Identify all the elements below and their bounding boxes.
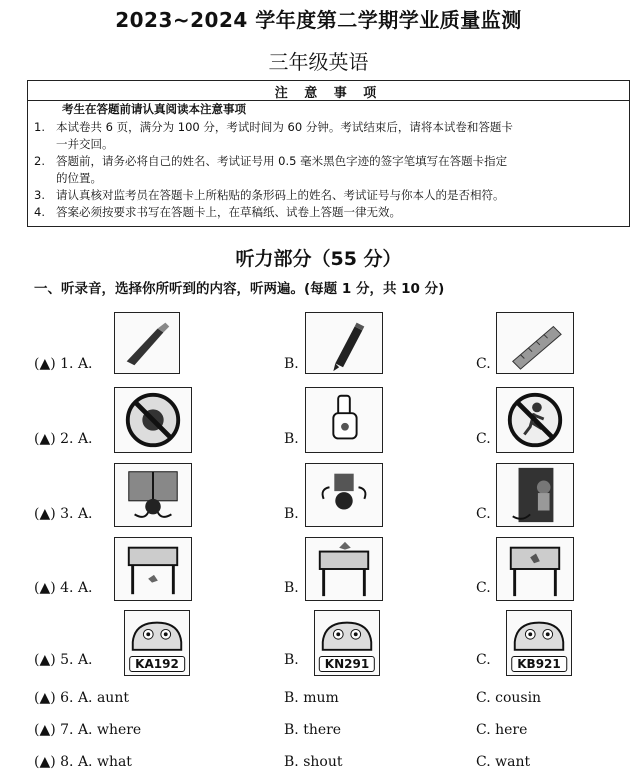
bird-in-desk-icon: [496, 537, 574, 601]
ruler-icon: [496, 312, 574, 374]
question-1-option-b: B.: [284, 356, 299, 372]
question-2-option-b: B.: [284, 431, 299, 447]
question-4-label: (▲) 4. A.: [34, 580, 93, 596]
question-5-option-c: C.: [476, 652, 491, 668]
open-window-icon: [114, 463, 192, 527]
question-7-option-c: C. here: [476, 722, 528, 738]
notice-heading: 注 意 事 项: [274, 86, 383, 101]
notice-box: [27, 80, 630, 227]
question-4-option-c: C.: [476, 580, 491, 596]
question-6-label: (▲) 6. A. aunt: [34, 690, 129, 706]
bird-under-desk-icon: [114, 537, 192, 601]
notice-item-1-cont: 一并交回。: [56, 137, 114, 151]
notice-item-4: 4. 答案必须按要求书写在答题卡上，在草稿纸、试卷上答题一律无效。: [34, 205, 401, 219]
question-6-option-c: C. cousin: [476, 690, 542, 706]
question-6-option-b: B. mum: [284, 690, 339, 706]
question-8-label: (▲) 8. A. what: [34, 754, 132, 770]
license-plate-b: KN291: [319, 656, 375, 672]
question-3-option-b: B.: [284, 506, 299, 522]
question-1-option-c: C.: [476, 356, 491, 372]
question-3-label: (▲) 3. A.: [34, 506, 93, 522]
question-5-option-b: B.: [284, 652, 299, 668]
question-5-label: (▲) 5. A.: [34, 652, 93, 668]
car-icon: [124, 610, 190, 676]
knife-icon: [114, 312, 180, 374]
car-icon: [506, 610, 572, 676]
notice-item-2-cont: 的位置。: [56, 171, 102, 185]
question-7-label: (▲) 7. A. where: [34, 722, 142, 738]
point-up-hand-icon: [305, 387, 383, 453]
question-8-option-b: B. shout: [284, 754, 343, 770]
license-plate-a: KA192: [129, 656, 185, 672]
question-3-option-c: C.: [476, 506, 491, 522]
question-2-label: (▲) 2. A.: [34, 431, 93, 447]
question-4-option-b: B.: [284, 580, 299, 596]
exam-title: 2023~2024 学年度第二学期学业质量监测: [115, 8, 522, 32]
notice-lead: 考生在答题前请认真阅读本注意事项: [62, 102, 246, 116]
question-7-option-b: B. there: [284, 722, 342, 738]
pen-icon: [305, 312, 383, 374]
exam-subtitle: 三年级英语: [268, 50, 369, 74]
notice-item-3: 3. 请认真核对监考员在答题卡上所粘贴的条形码上的姓名、考试证号与你本人的是否相符。: [34, 188, 505, 202]
question-1-label: (▲) 1. A.: [34, 356, 93, 372]
section-instruction: 一、听录音，选择你所听到的内容，听两遍。(每题 1 分，共 10 分): [34, 281, 445, 297]
section-title: 听力部分（55 分）: [235, 248, 402, 270]
no-running-icon: [496, 387, 574, 453]
turn-around-icon: [305, 463, 383, 527]
notice-item-2: 2. 答题前，请务必将自己的姓名、考试证号用 0.5 毫米黑色字迹的签字笔填写在答题卡指定: [34, 154, 508, 168]
no-shouting-icon: [114, 387, 192, 453]
question-2-option-c: C.: [476, 431, 491, 447]
car-icon: [314, 610, 380, 676]
license-plate-c: KB921: [511, 656, 567, 672]
open-door-icon: [496, 463, 574, 527]
bird-on-desk-icon: [305, 537, 383, 601]
question-8-option-c: C. want: [476, 754, 531, 770]
notice-item-1: 1. 本试卷共 6 页，满分为 100 分，考试时间为 60 分钟。考试结束后，请将本试卷和答题卡: [34, 120, 513, 134]
